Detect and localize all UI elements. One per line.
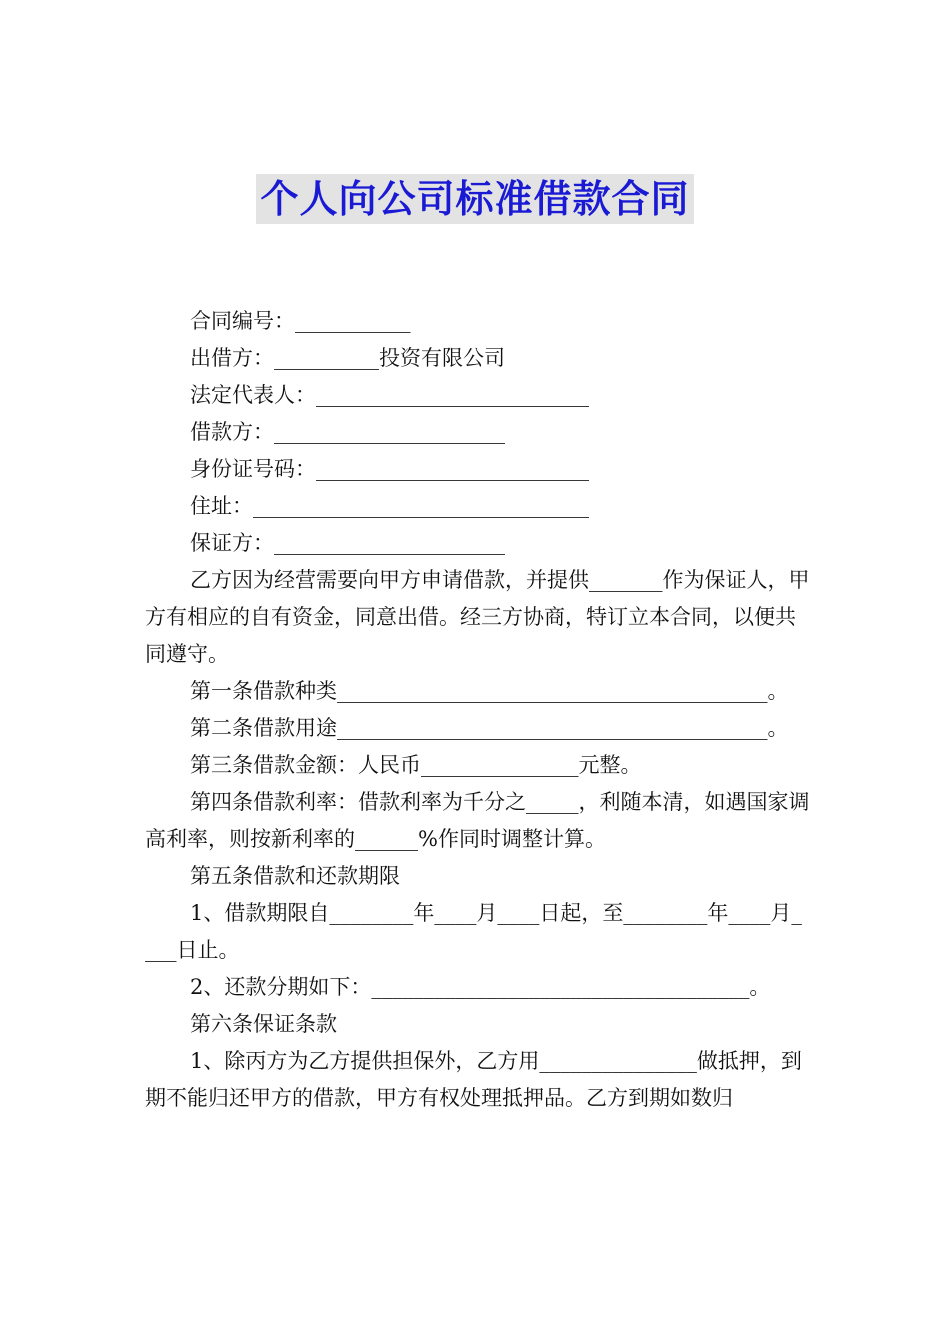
document-body xyxy=(145,303,810,1117)
article-6-clause-1: 1、除丙方为乙方提供担保外，乙方用_______________做抵押，到期不能归还甲方的借款，甲方有权处理抵押品。乙方到期如数归 xyxy=(145,1049,802,1110)
guarantor-line: 保证方：______________________ xyxy=(190,531,505,555)
article-5-installments: 2、还款分期如下：____________________________________。 xyxy=(190,975,771,999)
article-1-loan-type: 第一条借款种类_________________________________________。 xyxy=(190,679,789,703)
title-area xyxy=(0,174,950,224)
borrower-line: 借款方：______________________ xyxy=(190,420,505,444)
legal-representative-line: 法定代表人：__________________________ xyxy=(190,383,589,407)
article-6-heading: 第六条保证条款 xyxy=(190,1012,337,1036)
article-2-loan-purpose: 第二条借款用途_________________________________________。 xyxy=(190,716,789,740)
lender-line: 出借方：__________投资有限公司 xyxy=(190,346,505,370)
preamble-paragraph: 乙方因为经营需要向甲方申请借款，并提供_______作为保证人，甲方有相应的自有资金，同意出借。经三方协商，特订立本合同，以便共同遵守。 xyxy=(145,568,810,666)
contract-number-line: 合同编号：___________ xyxy=(190,309,411,333)
article-4-interest-rate: 第四条借款利率：借款利率为千分之_____，利随本清，如遇国家调高利率，则按新利率的______%作同时调整计算。 xyxy=(145,790,810,851)
address-line: 住址：________________________________ xyxy=(190,494,589,518)
article-5-heading: 第五条借款和还款期限 xyxy=(190,864,400,888)
id-number-line: 身份证号码：__________________________ xyxy=(190,457,589,481)
article-5-term: 1、借款期限自________年____月____日起，至________年____月____日止。 xyxy=(145,901,802,962)
document-title: 个人向公司标准借款合同 xyxy=(256,174,693,224)
article-3-loan-amount: 第三条借款金额：人民币_______________元整。 xyxy=(190,753,642,777)
